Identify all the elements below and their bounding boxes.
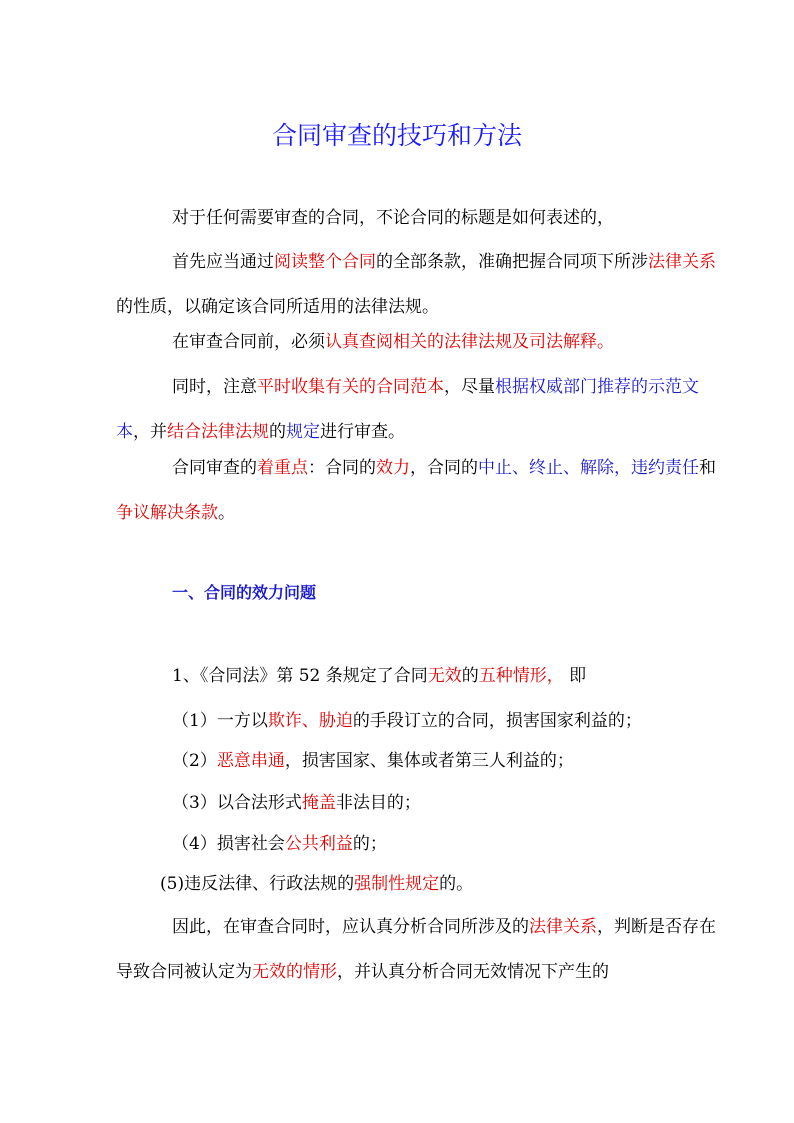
paragraph-2: 首先应当通过阅读整个合同的全部条款，准确把握合同项下所涉法律关系的性质，以确定该合同所适用的法律法规。: [116, 252, 716, 317]
paragraph-1: 对于任何需要审查的合同，不论合同的标题是如何表述的，: [172, 208, 614, 228]
paragraph-7: 因此，在审查合同时，应认真分析合同所涉及的法律关系，判断是否存在导致合同被认定为无效的情形，并认真分析合同无效情况下产生的: [116, 917, 716, 982]
paragraph-3: 在审查合同前，必须认真查阅相关的法律法规及司法解释。: [172, 332, 614, 352]
paragraph-5: 合同审查的着重点：合同的效力，合同的中止、终止、解除，违约责任和争议解决条款。: [116, 458, 716, 523]
section-heading: 一、合同的效力问题: [172, 583, 317, 602]
list-item-3: （3）以合法形式掩盖非法目的；: [172, 793, 421, 813]
list-item-4: （4）损害社会公共利益的；: [172, 834, 387, 854]
paragraph-4: 同时，注意平时收集有关的合同范本，尽量根据权威部门推荐的示范文本，并结合法律法规的规定进行审查。: [116, 377, 699, 442]
list-item-1: （1）一方以欺诈、胁迫的手段订立的合同，损害国家利益的；: [172, 711, 642, 731]
document-title: 合同审查的技巧和方法: [271, 121, 522, 150]
list-item-5: (5)违反法律、行政法规的强制性规定的。: [160, 874, 474, 894]
list-item-2: （2）恶意串通，损害国家、集体或者第三人利益的；: [172, 751, 574, 771]
paragraph-6: 1、《合同法》第 52 条规定了合同无效的五种情形， 即: [172, 666, 587, 686]
